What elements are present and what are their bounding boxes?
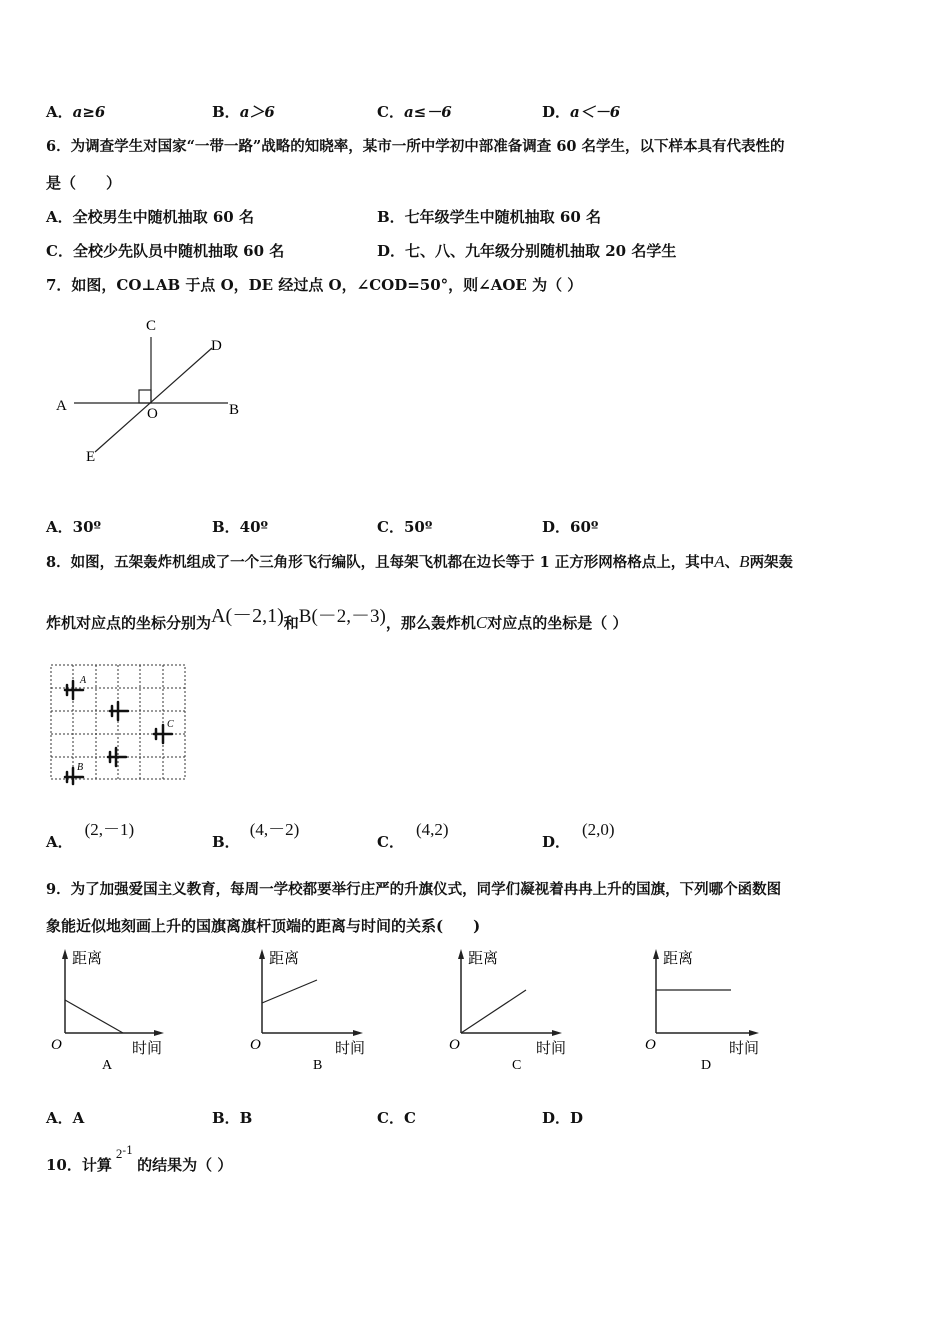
q8-option-c: C．(4,2) [377, 820, 449, 851]
q8-option-a: A．(2,－1) [46, 820, 135, 851]
svg-text:B: B [313, 1058, 323, 1073]
q5-option-b: B．a＞6 [212, 103, 275, 121]
q9-stem-line2: 象能近似地刻画上升的国旗离旗杆顶端的距离与时间的关系( ) [46, 917, 481, 935]
right-angle-mark [139, 390, 151, 403]
svg-text:时间: 时间 [335, 1041, 366, 1057]
q5-option-a: A．a≥6 [46, 103, 106, 121]
q7-option-a: A．30º [46, 518, 102, 536]
label-e: E [86, 449, 96, 465]
label-d: D [211, 338, 222, 354]
label-c: C [146, 318, 157, 334]
svg-text:O: O [51, 1037, 62, 1053]
q8-stem-line1: 8．如图，五架轰炸机组成了一个三角形飞行编队，且每架飞机都在边长等于 1 正方形网格格点上，其中A、B两架轰 [46, 552, 794, 571]
q10-stem: 10．计算$2^{-1}$的结果为（ ） [46, 1144, 233, 1174]
svg-text:O: O [449, 1037, 460, 1053]
svg-text:O: O [645, 1037, 656, 1053]
svg-text:时间: 时间 [729, 1041, 760, 1057]
q7-figure [50, 312, 250, 472]
svg-text:距离: 距离 [468, 951, 499, 967]
q6-stem-line1: 6．为调查学生对国家“一带一路”战略的知晓率，某市一所中学初中部准备调查 60 名学生，以下样本具有代表性的 [46, 138, 785, 155]
grid-label-c: C [167, 719, 174, 730]
q6-option-b: B．七年级学生中随机抽取 60 名 [377, 208, 601, 226]
q9-option-c: C．C [377, 1109, 416, 1127]
graph-c-line [461, 990, 526, 1033]
svg-text:时间: 时间 [536, 1041, 567, 1057]
q6-option-a: A．全校男生中随机抽取 60 名 [46, 208, 254, 226]
svg-text:距离: 距离 [663, 951, 694, 967]
q5-option-d: D．a＜－6 [542, 103, 621, 121]
q6-option-c: C．全校少先队员中随机抽取 60 名 [46, 242, 285, 260]
q6-option-d: D．七、八、九年级分别随机抽取 20 名学生 [377, 242, 677, 260]
grid-label-b: B [77, 762, 84, 773]
svg-text:距离: 距离 [72, 951, 103, 967]
svg-text:A: A [102, 1058, 113, 1073]
q6-stem-line2: 是（ ） [46, 174, 122, 192]
svg-text:距离: 距离 [269, 951, 300, 967]
q7-option-d: D．60º [542, 518, 599, 536]
q8-option-b: B．(4,－2) [212, 820, 300, 851]
plane-2-icon [110, 702, 128, 720]
q9-graph-c [446, 945, 571, 1075]
plane-4-icon [108, 748, 126, 766]
grid-label-a: A [80, 675, 87, 686]
label-b: B [229, 402, 240, 418]
svg-text:C: C [512, 1058, 522, 1073]
q7-option-b: B．40º [212, 518, 269, 536]
q8-stem-line2: 炸机对应点的坐标分别为A(－2,1)和B(－2,－3)，那么轰炸机C对应点的坐标是（ ） [46, 605, 628, 632]
svg-text:O: O [250, 1037, 261, 1053]
q9-graph-d [643, 945, 768, 1075]
q9-graph-b [247, 945, 372, 1075]
q8-option-d: D．(2,0) [542, 820, 615, 851]
q9-stem-line1: 9．为了加强爱国主义教育，每周一学校都要举行庄严的升旗仪式，同学们凝视着冉冉上升的国旗，下列哪个函数图 [46, 881, 782, 898]
q5-option-c: C．a≤－6 [377, 103, 452, 121]
graph-a-line [65, 1000, 123, 1033]
q8-grid-figure [50, 664, 188, 784]
svg-text:时间: 时间 [132, 1041, 163, 1057]
q9-option-d: D．D [542, 1109, 584, 1127]
label-o: O [147, 406, 158, 422]
q7-stem: 7．如图，CO⊥AB 于点 O，DE 经过点 O，∠COD=50°，则∠AOE 为（ ） [46, 276, 583, 294]
q9-option-b: B．B [212, 1109, 253, 1127]
q9-option-a: A．A [46, 1109, 85, 1127]
svg-text:D: D [701, 1058, 712, 1073]
line-de [95, 348, 212, 452]
q7-option-c: C．50º [377, 518, 433, 536]
graph-b-line [262, 980, 317, 1003]
q9-graph-a [48, 945, 173, 1075]
label-a: A [56, 398, 67, 414]
